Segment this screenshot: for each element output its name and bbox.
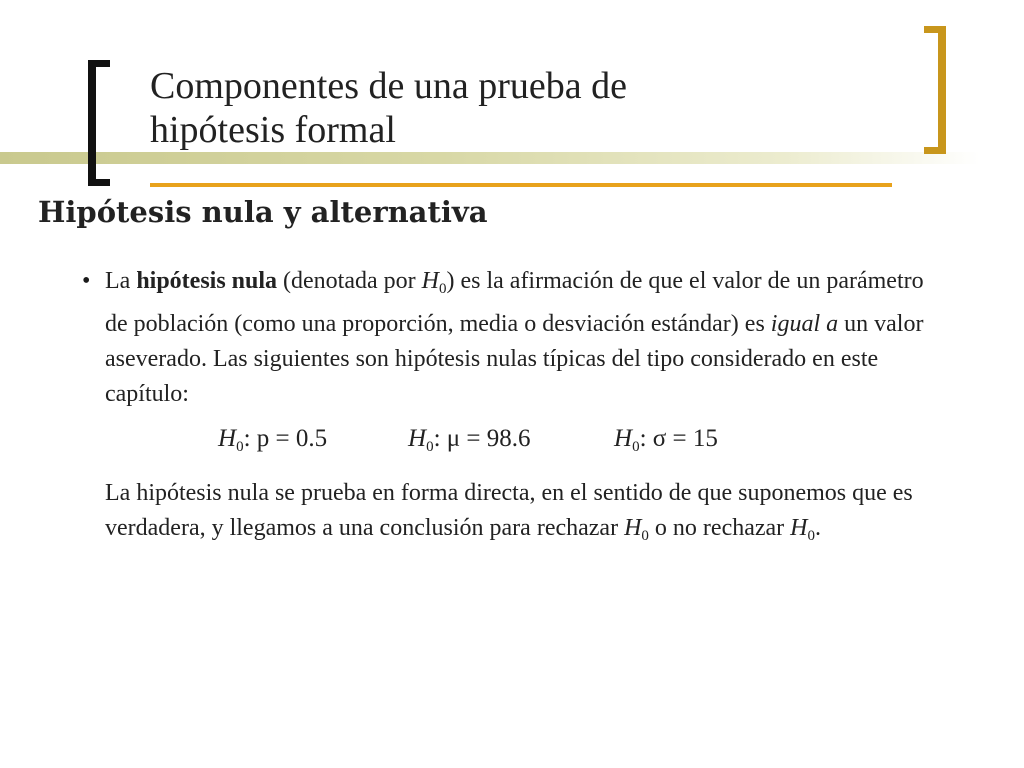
p1-rest: ) es la afirmación de que el valor de un parámetro de población (como una proporción, media o desviación estándar) es [105,268,924,337]
equation-stddev [614,421,718,465]
equation-mean [408,421,531,465]
eq2-symbol: H [408,425,427,452]
p2-sub2: 0 [807,528,816,544]
eq1-sub: 0 [236,439,244,455]
eq1-rhs: = 0.5 [269,425,328,452]
right-bracket-bottom [924,147,946,154]
p1-term: hipótesis nula [136,268,278,294]
p1-emphasis: igual a [770,311,839,337]
section-heading: Hipótesis nula y alternativa [38,195,488,229]
slide-title [150,64,910,152]
left-bracket-bottom [88,179,110,186]
eq3-sub: 0 [632,439,640,455]
equation-proportion [218,421,327,465]
eq3-lhs: : σ [639,425,667,452]
p1-symbol-sub: 0 [438,281,447,297]
p2-middle: o no rechazar [648,515,791,541]
title-line-2: hipótesis formal [150,109,396,151]
eq1-lhs: : p [243,425,270,452]
eq2-rhs: = 98.6 [460,425,531,452]
title-underline [150,183,892,187]
decorative-band [0,152,980,164]
eq3-symbol: H [614,425,633,452]
right-bracket-icon [938,26,946,154]
p2-sub1: 0 [641,528,649,544]
p2-symbol1: H [624,515,642,541]
left-bracket-top [88,60,110,67]
paragraph-testing [105,476,945,554]
bullet-icon: • [82,268,91,294]
p1-end: un valor aseverado. Las siguientes son hipótesis nulas típicas del tipo considerado en este capítulo: [105,311,924,407]
eq2-sub: 0 [426,439,434,455]
p2-symbol2: H [790,515,808,541]
p1-lead: La [105,268,137,294]
p2-text: La hipótesis nula se prueba en forma directa, en el sentido de que suponemos que es verdadera, y llegamos a una conclusión para rechazar [105,480,913,541]
title-line-1: Componentes de una prueba de [150,65,627,107]
p1-symbol: H [421,268,439,294]
left-bracket-icon [88,60,96,186]
p2-end: . [815,515,822,541]
eq2-lhs: : μ [433,425,461,452]
eq3-rhs: = 15 [666,425,718,452]
right-bracket-top [924,26,946,33]
paragraph-null-hypothesis [105,264,945,412]
p1-after-term: (denotada por [277,268,422,294]
eq1-symbol: H [218,425,237,452]
